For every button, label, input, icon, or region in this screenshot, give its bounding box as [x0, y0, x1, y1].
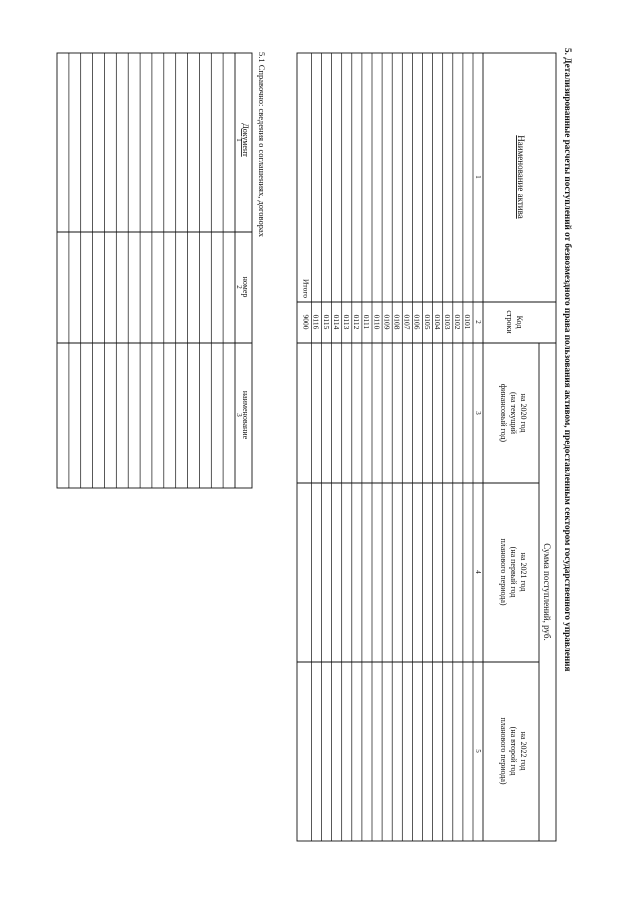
- section-title: 5. Детализированные расчеты поступлений от безвозмездного права пользования активом, предоставленным сектором государственного управления: [563, 48, 573, 672]
- table-row: [423, 315, 432, 330]
- row-code: 0108: [392, 314, 402, 330]
- table-row: [362, 315, 371, 330]
- doc-col-number-1: 1: [235, 138, 243, 142]
- row-code: 0112: [352, 314, 362, 330]
- table-row: [463, 315, 472, 330]
- row-code: 0102: [453, 314, 463, 330]
- subsection-title: 5.1 Справочно: сведения о соглашениях, договорах: [257, 52, 267, 238]
- row-code: 0110: [372, 314, 382, 330]
- table-row: [413, 315, 422, 330]
- row-code: 0115: [321, 314, 331, 330]
- table-row: [372, 315, 381, 330]
- table-row: [433, 315, 442, 330]
- table-row: [443, 315, 452, 330]
- table-row: [382, 315, 391, 330]
- doc-header-document: Документ: [241, 123, 250, 157]
- doc-header-name: наименование: [241, 390, 250, 440]
- header-year-2020-l3: финансовый год): [499, 383, 508, 443]
- header-year-2022-l2: (на второй год: [509, 726, 518, 776]
- table-row: [453, 315, 462, 330]
- row-code: 0106: [412, 314, 422, 330]
- col-number-2: 2: [474, 320, 482, 324]
- table-row: [322, 315, 331, 330]
- col-number-1: 1: [474, 175, 482, 179]
- table-row: [312, 315, 321, 330]
- row-code: 0105: [422, 314, 432, 330]
- row-code: 0107: [402, 314, 412, 330]
- table-row: [332, 315, 341, 330]
- header-year-2022-l3: планового периода): [499, 717, 508, 785]
- table-row: [403, 315, 412, 330]
- table-row: [342, 315, 351, 330]
- col-number-5: 5: [474, 749, 482, 753]
- header-year-2021-l2: (на первый год: [509, 546, 518, 598]
- row-code: 0111: [362, 314, 372, 330]
- header-year-2020-l1: на 2020 год: [519, 393, 528, 433]
- doc-col-number-2: 2: [235, 285, 243, 289]
- row-code: 0109: [382, 314, 392, 330]
- row-code: 0116: [311, 314, 321, 330]
- total-code: 9000: [301, 314, 311, 330]
- header-year-2021-l3: планового периода): [499, 538, 508, 606]
- col-number-4: 4: [474, 570, 482, 574]
- row-code: 0114: [331, 314, 341, 330]
- row-code: 0113: [342, 314, 351, 330]
- header-row-code-1: Код: [515, 315, 524, 329]
- doc-col-number-3: 3: [235, 413, 243, 417]
- table-row: [393, 315, 402, 330]
- table-row: [352, 315, 361, 330]
- total-label: Итого: [301, 279, 311, 298]
- header-year-2022-l1: на 2022 год: [519, 731, 528, 771]
- col-number-3: 3: [474, 411, 482, 415]
- header-row-code-2: строки: [505, 310, 514, 334]
- doc-header-number: номер: [241, 276, 250, 298]
- row-code: 0103: [443, 314, 452, 330]
- row-code: 0101: [463, 314, 473, 330]
- total-row: [302, 279, 311, 330]
- header-year-2020-l2: (на текущий: [509, 391, 518, 435]
- header-asset-name: Наименование актива: [516, 135, 526, 219]
- header-sum-group: Сумма поступлений, руб.: [542, 543, 552, 641]
- row-code: 0104: [432, 314, 442, 330]
- header-year-2021-l1: на 2021 год: [519, 552, 528, 592]
